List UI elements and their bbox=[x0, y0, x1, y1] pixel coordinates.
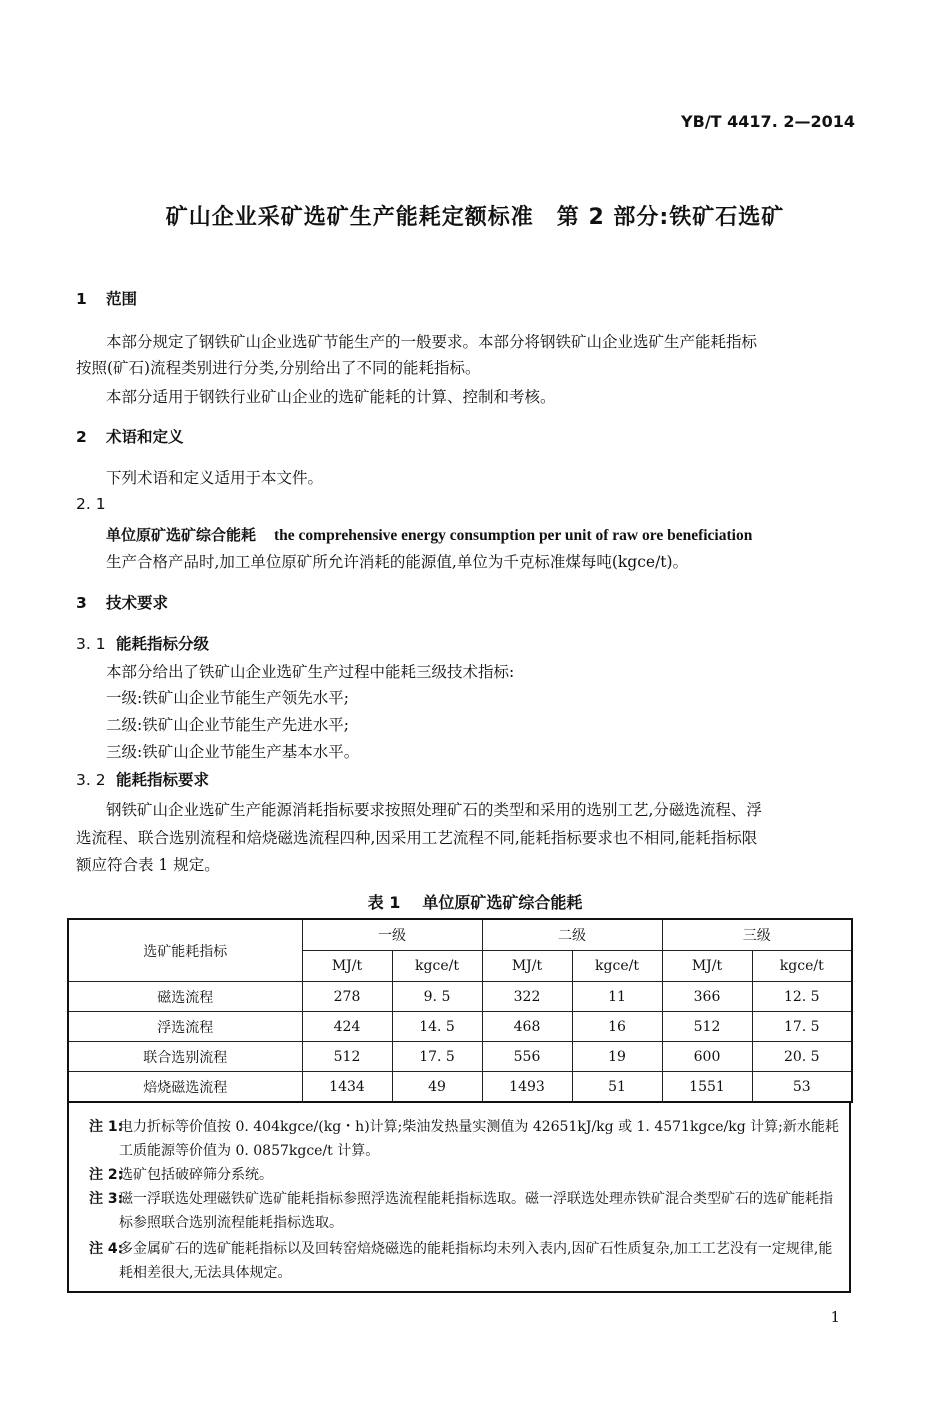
table-note-4 bbox=[89, 1237, 841, 1285]
table-unit-header: MJ/t bbox=[662, 951, 752, 982]
table-cell: 556 bbox=[482, 1042, 572, 1072]
level-3-text: 三级:铁矿山企业节能生产基本水平。 bbox=[106, 743, 360, 761]
page-number: 1 bbox=[830, 1308, 840, 1326]
subsection-3-2-line-2: 选流程、联合选别流程和焙烧磁选流程四种,因采用工艺流程不同,能耗指标要求也不相同,能耗指标限 bbox=[76, 829, 758, 847]
section-2-intro: 下列术语和定义适用于本文件。 bbox=[106, 469, 324, 487]
subsection-3-1-title: 能耗指标分级 bbox=[116, 635, 210, 653]
table-cell: 16 bbox=[572, 1012, 662, 1042]
table-cell: 468 bbox=[482, 1012, 572, 1042]
subsection-3-1-number: 3. 1 bbox=[76, 635, 106, 653]
table-row bbox=[68, 1072, 852, 1103]
table-cell: 9. 5 bbox=[392, 982, 482, 1012]
note-text: 磁一浮联选处理磁铁矿选矿能耗指标参照浮选流程能耗指标选取。磁一浮联选处理赤铁矿混合类型矿石的选矿能耗指标参照联合选别流程能耗指标选取。 bbox=[119, 1191, 833, 1231]
section-3-number: 3 bbox=[76, 594, 87, 612]
section-2-number: 2 bbox=[76, 428, 87, 446]
section-3-heading bbox=[76, 591, 168, 613]
table-cell: 49 bbox=[392, 1072, 482, 1103]
level-1-text: 一级:铁矿山企业节能生产领先水平; bbox=[106, 689, 349, 707]
table-row-label: 焙烧磁选流程 bbox=[68, 1072, 302, 1103]
table-row-label: 浮选流程 bbox=[68, 1012, 302, 1042]
section-2-title: 术语和定义 bbox=[106, 428, 184, 446]
table-cell: 424 bbox=[302, 1012, 392, 1042]
table-note-1 bbox=[89, 1115, 841, 1163]
section-1-title: 范围 bbox=[106, 290, 138, 308]
document-title: 矿山企业采矿选矿生产能耗定额标准 第 2 部分:铁矿石选矿 bbox=[165, 205, 785, 230]
subsection-3-2-number: 3. 2 bbox=[76, 771, 106, 789]
section-1-heading bbox=[76, 287, 137, 309]
table-header-level-3: 三级 bbox=[662, 919, 852, 951]
note-label: 注 2: bbox=[89, 1167, 124, 1183]
table-unit-header: MJ/t bbox=[302, 951, 392, 982]
note-text: 选矿包括破碎筛分系统。 bbox=[119, 1167, 273, 1183]
table-1-caption-number: 表 1 bbox=[367, 893, 401, 912]
subsection-3-2-line-3: 额应符合表 1 规定。 bbox=[76, 856, 220, 874]
table-note-2 bbox=[89, 1163, 841, 1187]
table-cell: 17. 5 bbox=[752, 1012, 852, 1042]
subsection-3-2-line-1: 钢铁矿山企业选矿生产能源消耗指标要求按照处理矿石的类型和采用的选别工艺,分磁选流程、浮 bbox=[106, 801, 762, 819]
table-row-label: 联合选别流程 bbox=[68, 1042, 302, 1072]
table-cell: 1434 bbox=[302, 1072, 392, 1103]
section-3-title: 技术要求 bbox=[106, 594, 169, 612]
table-header-level-1: 一级 bbox=[302, 919, 482, 951]
note-label: 注 3: bbox=[89, 1191, 124, 1207]
table-row bbox=[68, 982, 852, 1012]
table-cell: 20. 5 bbox=[752, 1042, 852, 1072]
table-cell: 53 bbox=[752, 1072, 852, 1103]
table-cell: 512 bbox=[662, 1012, 752, 1042]
table-unit-header: MJ/t bbox=[482, 951, 572, 982]
table-row bbox=[68, 1042, 852, 1072]
standard-code: YB/T 4417. 2—2014 bbox=[681, 112, 855, 131]
level-2-text: 二级:铁矿山企业节能生产先进水平; bbox=[106, 716, 349, 734]
table-header-row-levels bbox=[68, 919, 852, 951]
subsection-3-2-title: 能耗指标要求 bbox=[116, 771, 210, 789]
table-cell: 512 bbox=[302, 1042, 392, 1072]
table-cell: 17. 5 bbox=[392, 1042, 482, 1072]
section-2-heading bbox=[76, 425, 184, 447]
table-notes-box bbox=[67, 1103, 851, 1293]
energy-consumption-table bbox=[67, 918, 853, 1103]
term-line bbox=[106, 524, 752, 545]
note-text: 多金属矿石的选矿能耗指标以及回转窑焙烧磁选的能耗指标均未列入表内,因矿石性质复杂,加工工艺没有一定规律,能耗相差很大,无法具体规定。 bbox=[119, 1241, 833, 1281]
term-definition: 生产合格产品时,加工单位原矿所允许消耗的能源值,单位为千克标准煤每吨(kgce/t)。 bbox=[106, 553, 689, 571]
table-cell: 51 bbox=[572, 1072, 662, 1103]
subsection-3-1-heading bbox=[76, 632, 209, 654]
subsection-3-2-heading bbox=[76, 768, 209, 790]
table-cell: 322 bbox=[482, 982, 572, 1012]
section-1-paragraph-1-line-1: 本部分规定了钢铁矿山企业选矿节能生产的一般要求。本部分将钢铁矿山企业选矿生产能耗指标 bbox=[106, 333, 758, 351]
section-1-paragraph-1-line-2: 按照(矿石)流程类别进行分类,分别给出了不同的能耗指标。 bbox=[76, 359, 481, 377]
note-label: 注 1: bbox=[89, 1119, 124, 1135]
table-row-label: 磁选流程 bbox=[68, 982, 302, 1012]
section-1-number: 1 bbox=[76, 290, 87, 308]
subsection-2-1-number: 2. 1 bbox=[76, 495, 106, 513]
subsection-3-1-intro: 本部分给出了铁矿山企业选矿生产过程中能耗三级技术指标: bbox=[106, 663, 515, 681]
table-cell: 1551 bbox=[662, 1072, 752, 1103]
table-cell: 14. 5 bbox=[392, 1012, 482, 1042]
table-cell: 12. 5 bbox=[752, 982, 852, 1012]
note-label: 注 4: bbox=[89, 1241, 124, 1257]
table-cell: 11 bbox=[572, 982, 662, 1012]
note-text: 电力折标等价值按 0. 404kgce/(kg・h)计算;柴油发热量实测值为 42651kJ/kg 或 1. 4571kgce/kg 计算;新水能耗工质能源等价值为 0. 0857kgce/t 计算。 bbox=[119, 1119, 839, 1159]
table-cell: 600 bbox=[662, 1042, 752, 1072]
table-1-caption bbox=[0, 890, 950, 913]
table-header-indicator: 选矿能耗指标 bbox=[68, 919, 302, 982]
term-english: the comprehensive energy consumption per unit of raw ore beneficiation bbox=[274, 527, 753, 544]
table-unit-header: kgce/t bbox=[752, 951, 852, 982]
table-cell: 366 bbox=[662, 982, 752, 1012]
table-cell: 19 bbox=[572, 1042, 662, 1072]
table-note-3 bbox=[89, 1187, 841, 1235]
term-chinese: 单位原矿选矿综合能耗 bbox=[106, 526, 257, 544]
table-unit-header: kgce/t bbox=[572, 951, 662, 982]
table-cell: 278 bbox=[302, 982, 392, 1012]
table-row bbox=[68, 1012, 852, 1042]
table-header-level-2: 二级 bbox=[482, 919, 662, 951]
table-cell: 1493 bbox=[482, 1072, 572, 1103]
section-1-paragraph-2: 本部分适用于钢铁行业矿山企业的选矿能耗的计算、控制和考核。 bbox=[106, 388, 556, 406]
table-unit-header: kgce/t bbox=[392, 951, 482, 982]
table-1-caption-title: 单位原矿选矿综合能耗 bbox=[422, 893, 583, 912]
